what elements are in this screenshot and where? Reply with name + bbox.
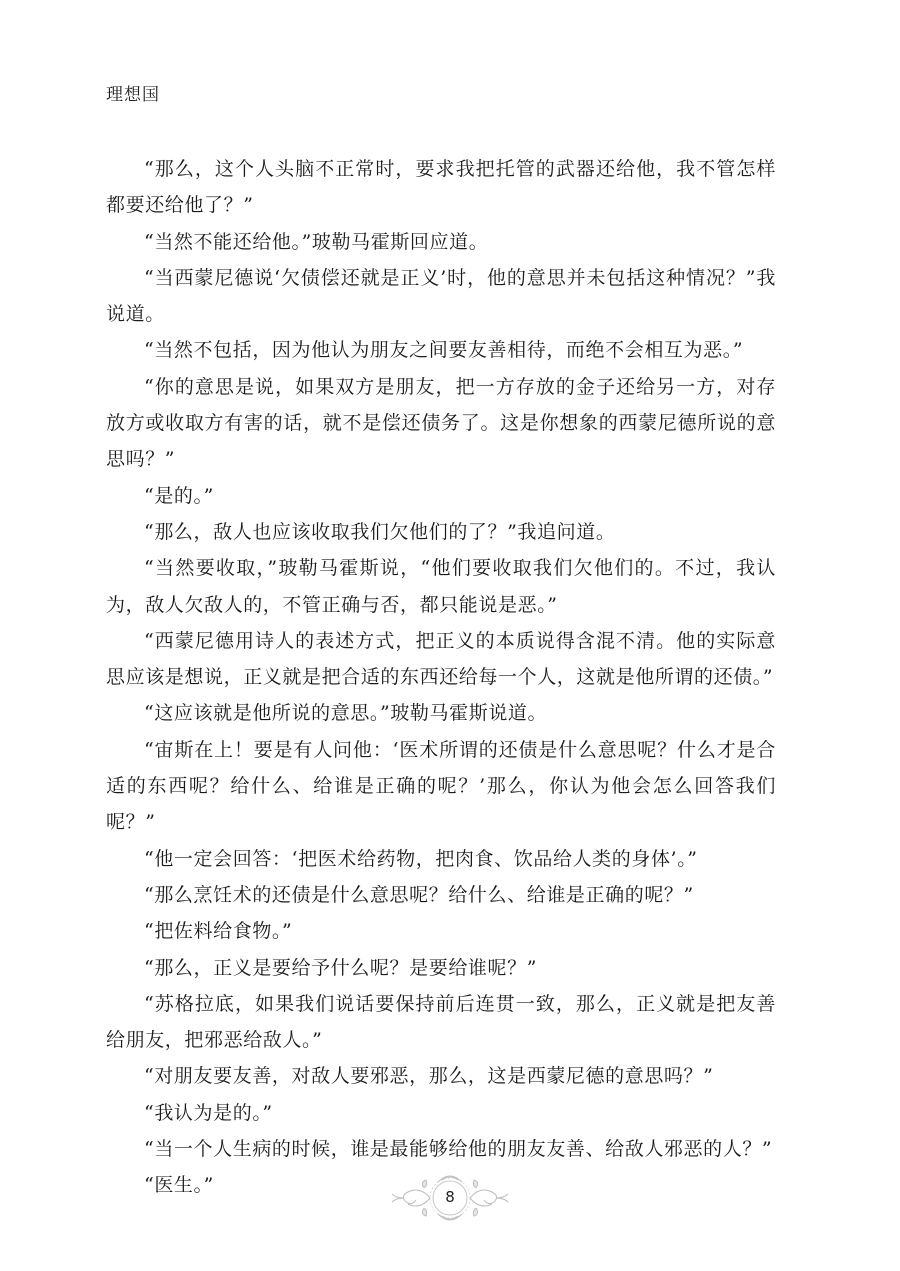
paragraph: “是的。” (144, 484, 214, 507)
paragraph: “对朋友要友善，对敌人要邪恶，那么，这是西蒙尼德的意思吗？” (144, 1065, 714, 1088)
paragraph: “医生。” (144, 1174, 214, 1197)
paragraph: “这应该就是他所说的意思。”玻勒马霍斯说道。 (144, 702, 548, 725)
paragraph: “西蒙尼德用诗人的表述方式，把正义的本质说得含混不清。他的实际意思应该是想说，正义就是把合适的东西还给每一个人，这就是他所谓的还债。” (106, 629, 776, 689)
page-number: 8 (445, 1188, 455, 1206)
paragraph: “那么烹饪术的还债是什么意思呢？给什么、给谁是正确的呢？” (144, 883, 694, 906)
body-text (106, 151, 776, 1204)
paragraph: “当一个人生病的时候，谁是最能够给他的朋友友善、给敌人邪恶的人？” (144, 1138, 773, 1161)
paragraph: “我认为是的。” (144, 1101, 273, 1124)
paragraph: “当西蒙尼德说‘欠债偿还就是正义’时，他的意思并未包括这种情况？”我说道。 (106, 266, 776, 326)
running-header: 理想国 (106, 85, 160, 105)
paragraph: “当然不包括，因为他认为朋友之间要友善相待，而绝不会相互为恶。” (144, 339, 744, 362)
paragraph: “把佐料给食物。” (144, 920, 293, 943)
paragraph: “那么，这个人头脑不正常时，要求我把托管的武器还给他，我不管怎样都要还给他了？” (106, 158, 776, 217)
paragraph: “苏格拉底，如果我们说话要保持前后连贯一致，那么，正义就是把友善给朋友，把邪恶给敌人。” (106, 992, 776, 1052)
paragraph: “当然要收取，”玻勒马霍斯说，“他们要收取我们欠他们的。不过，我认为，敌人欠敌人的，不管正确与否，都只能说是恶。” (106, 557, 776, 616)
paragraph: “那么，正义是要给予什么呢？是要给谁呢？” (144, 956, 538, 979)
paragraph: “宙斯在上！要是有人问他：‘医术所谓的还债是什么意思呢？什么才是合适的东西呢？给什么、给谁是正确的呢？’那么，你认为他会怎么回答我们呢？” (106, 738, 776, 834)
paragraph: “他一定会回答：‘把医术给药物，把肉食、饮品给人类的身体’。” (144, 847, 698, 870)
page-folio (390, 1168, 510, 1228)
paragraph: “你的意思是说，如果双方是朋友，把一方存放的金子还给另一方，对存放方或收取方有害的话，就不是偿还债务了。这是你想象的西蒙尼德所说的意思吗？” (106, 375, 776, 471)
paragraph: “当然不能还给他。”玻勒马霍斯回应道。 (144, 230, 489, 253)
paragraph: “那么，敌人也应该收取我们欠他们的了？”我追问道。 (144, 520, 616, 543)
